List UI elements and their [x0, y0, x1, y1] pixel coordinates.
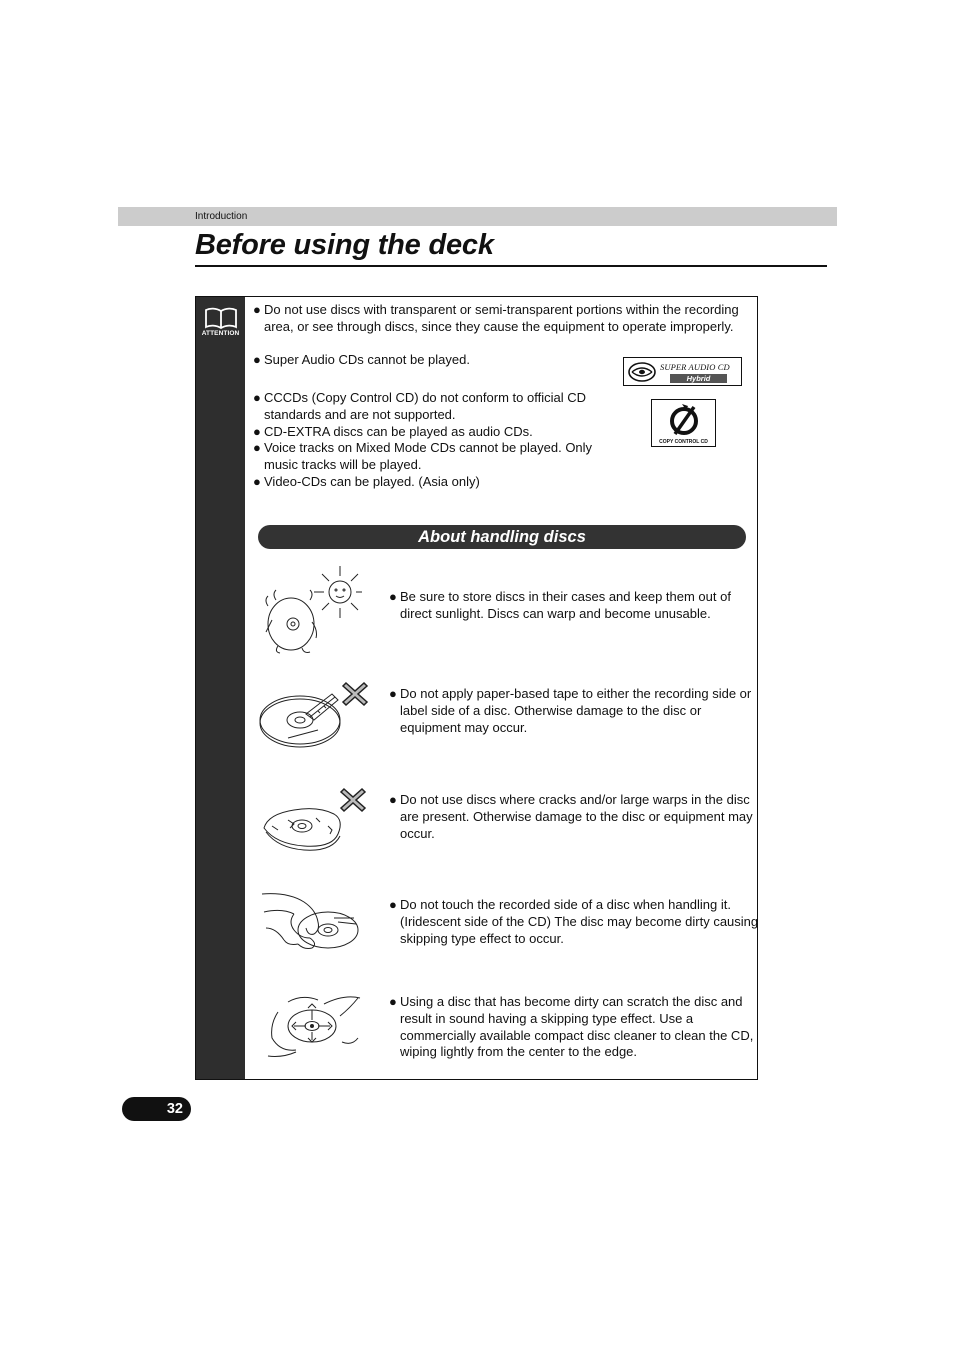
notice-item: [253, 440, 622, 474]
hand-holding-disc-illustration: [258, 888, 368, 958]
bullet-icon: ●: [253, 424, 261, 439]
super-audio-cd-logo: [623, 357, 742, 386]
section-header-bar: [118, 207, 837, 226]
handling-heading: About handling discs: [258, 525, 746, 549]
bullet-icon: ●: [253, 390, 261, 405]
ccd-logo-text: COPY CONTROL CD: [659, 439, 708, 445]
sunlight-disc-illustration: [258, 560, 363, 658]
handling-text: Do not use discs where cracks and/or large warps in the disc are present. Otherwise damage to the disc or equipment may occur.: [400, 792, 753, 841]
page-title: Before using the deck: [195, 229, 494, 261]
attention-label: ATTENTION: [201, 330, 240, 337]
attention-badge: [196, 307, 245, 337]
notice-text: Do not use discs with transparent or semi-transparent portions within the recording area, or see through discs, since they cause the equipment to operate improperly.: [264, 302, 739, 334]
notice-text: Super Audio CDs cannot be played.: [264, 352, 470, 367]
notice-text: Video-CDs can be played. (Asia only): [264, 474, 480, 489]
bullet-icon: ●: [253, 352, 261, 367]
handling-text: Using a disc that has become dirty can scratch the disc and result in sound having a skipping type effect. Use a commercially available compact disc cleaner to clean the CD, wiping lightly from the center to the edge.: [400, 994, 754, 1060]
sacd-hybrid-badge: Hybrid: [670, 374, 727, 383]
bullet-icon: ●: [253, 474, 261, 489]
disc-cleaning-illustration: [258, 990, 368, 1064]
section-label: Introduction: [195, 211, 248, 222]
notice-text: CCCDs (Copy Control CD) do not conform to official CD standards and are not supported.: [264, 390, 586, 422]
handling-text: Do not touch the recorded side of a disc when handling it. (Iridescent side of the CD) The disc may become dirty causing skipping type effect to occur.: [400, 897, 759, 946]
page-number: 32: [122, 1097, 191, 1121]
sacd-logo-text: SUPER AUDIO CD: [660, 362, 730, 372]
handling-text: Be sure to store discs in their cases and keep them out of direct sunlight. Discs can warp and become unusable.: [400, 589, 731, 621]
handling-item: [389, 589, 760, 623]
notice-item: [253, 424, 619, 441]
notice-item: [253, 302, 759, 336]
sacd-disc-icon: [627, 361, 657, 383]
handling-text: Do not apply paper-based tape to either the recording side or label side of a disc. Otherwise damage to the disc or equipment may occur.: [400, 686, 752, 735]
bullet-icon: ●: [389, 792, 397, 807]
copy-control-icon: [666, 402, 702, 438]
cracked-disc-illustration: [258, 786, 370, 852]
handling-item: [389, 897, 762, 947]
handling-item: [389, 686, 760, 736]
bullet-icon: ●: [389, 686, 397, 701]
copy-control-cd-logo: [651, 399, 716, 447]
notice-item: [253, 474, 619, 491]
bullet-icon: ●: [253, 302, 261, 317]
tape-on-disc-illustration: [258, 680, 370, 748]
notice-text: CD-EXTRA discs can be played as audio CDs.: [264, 424, 533, 439]
attention-sidebar: [196, 297, 245, 1079]
bullet-icon: ●: [389, 589, 397, 604]
bullet-icon: ●: [253, 440, 261, 455]
handling-item: [389, 994, 762, 1061]
notice-text: Voice tracks on Mixed Mode CDs cannot be played. Only music tracks will be played.: [264, 440, 593, 472]
notice-item: [253, 390, 619, 424]
title-underline: [195, 265, 827, 267]
notice-item: [253, 352, 614, 369]
book-icon: [204, 307, 238, 329]
bullet-icon: ●: [389, 897, 397, 912]
bullet-icon: ●: [389, 994, 397, 1009]
handling-item: [389, 792, 760, 842]
